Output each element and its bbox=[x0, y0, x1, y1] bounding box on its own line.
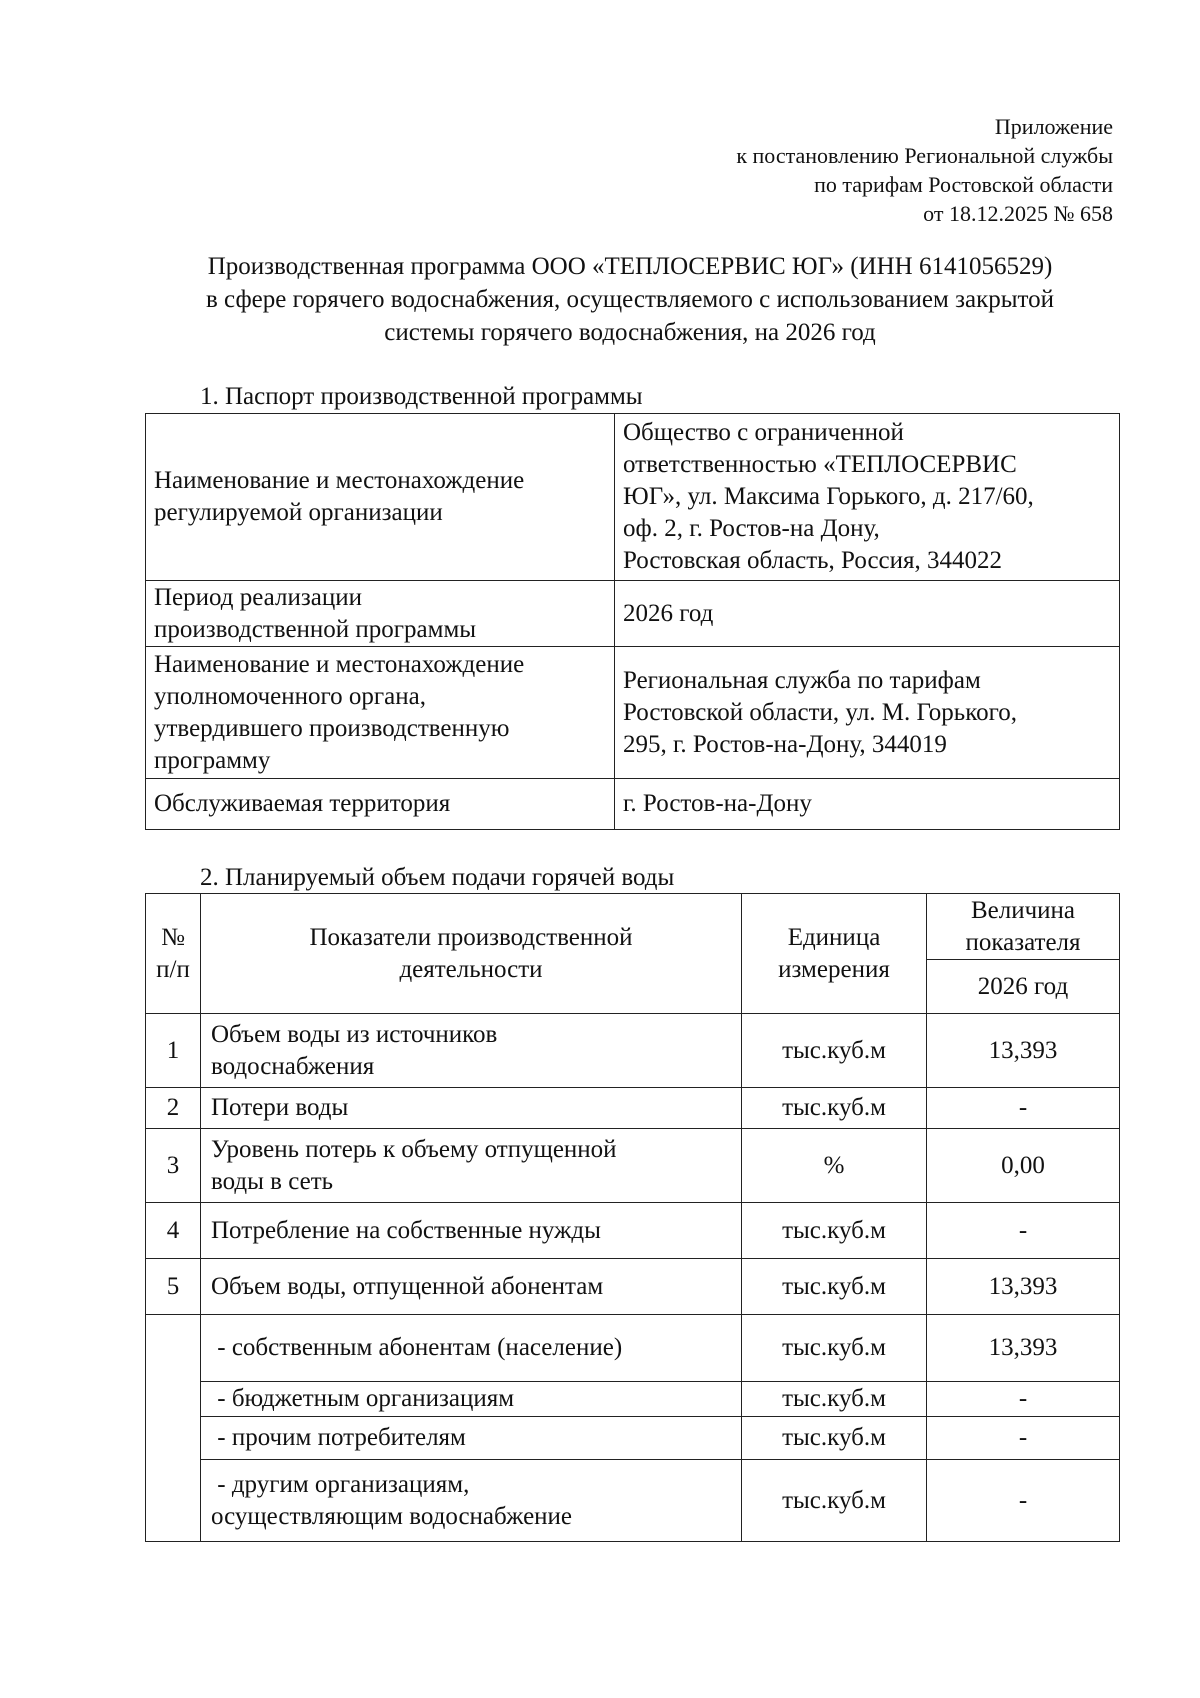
table-row bbox=[146, 1129, 1120, 1203]
row-num: 2 bbox=[146, 1088, 201, 1129]
cell-line: п/п bbox=[156, 955, 190, 983]
appendix-block bbox=[736, 112, 1113, 228]
row-value: - bbox=[927, 1088, 1120, 1129]
cell-line: осуществляющим водоснабжение bbox=[211, 1502, 573, 1530]
passport-label-cell bbox=[146, 581, 615, 647]
row-unit: тыс.куб.м bbox=[742, 1014, 927, 1088]
cell-line: деятельности bbox=[399, 955, 543, 983]
cell-line: Показатели производственной bbox=[309, 923, 633, 951]
cell-line: ответственностью «ТЕПЛОСЕРВИС bbox=[623, 451, 1017, 478]
volume-table bbox=[145, 893, 1120, 1542]
row-num: 5 bbox=[146, 1259, 201, 1315]
row-unit: тыс.куб.м bbox=[742, 1203, 927, 1259]
cell-line: - бюджетным организациям bbox=[211, 1385, 515, 1412]
table-row bbox=[146, 1259, 1120, 1315]
passport-label-cell bbox=[146, 647, 615, 779]
cell-line: Объем воды, отпущенной абонентам bbox=[211, 1272, 604, 1300]
passport-label-cell bbox=[146, 779, 615, 830]
passport-value-cell bbox=[615, 647, 1120, 779]
appendix-line: по тарифам Ростовской области bbox=[814, 172, 1113, 197]
passport-value-cell bbox=[615, 414, 1120, 581]
table-row bbox=[146, 1382, 1120, 1417]
cell-line: программу bbox=[154, 746, 271, 774]
row-indicator bbox=[201, 1382, 742, 1417]
cell-line: - прочим потребителям bbox=[211, 1424, 466, 1451]
table-header-row bbox=[146, 894, 1120, 960]
table-row bbox=[146, 581, 1120, 647]
row-unit: тыс.куб.м bbox=[742, 1315, 927, 1382]
cell-line: водоснабжения bbox=[211, 1052, 375, 1080]
header-indicator bbox=[201, 894, 742, 1014]
row-value: - bbox=[927, 1460, 1120, 1542]
passport-value-cell bbox=[615, 779, 1120, 830]
header-year: 2026 год bbox=[927, 960, 1120, 1014]
cell-line: Объем воды из источников bbox=[211, 1020, 498, 1048]
passport-heading: 1. Паспорт производственной программы bbox=[200, 383, 643, 410]
row-unit: тыс.куб.м bbox=[742, 1088, 927, 1129]
table-row bbox=[146, 414, 1120, 581]
cell-line: регулируемой организации bbox=[154, 499, 443, 526]
cell-line: 295, г. Ростов-на-Дону, 344019 bbox=[623, 730, 947, 758]
row-indicator bbox=[201, 1417, 742, 1460]
appendix-line: к постановлению Региональной службы bbox=[736, 143, 1113, 168]
cell-line: Период реализации bbox=[154, 583, 362, 611]
passport-value-cell bbox=[615, 581, 1120, 647]
row-indicator bbox=[201, 1259, 742, 1315]
row-unit: тыс.куб.м bbox=[742, 1460, 927, 1542]
row-num: 1 bbox=[146, 1014, 201, 1088]
row-num bbox=[146, 1315, 201, 1542]
table-row bbox=[146, 1203, 1120, 1259]
cell-line: Региональная служба по тарифам bbox=[623, 666, 981, 694]
volume-heading: 2. Планируемый объем подачи горячей воды bbox=[200, 864, 675, 891]
cell-line: воды в сеть bbox=[211, 1167, 334, 1195]
row-unit: тыс.куб.м bbox=[742, 1259, 927, 1315]
row-value: 13,393 bbox=[927, 1014, 1120, 1088]
cell-line: ЮГ», ул. Максима Горького, д. 217/60, bbox=[623, 483, 1034, 510]
header-value bbox=[927, 894, 1120, 960]
cell-line: № bbox=[161, 923, 185, 951]
row-indicator bbox=[201, 1014, 742, 1088]
appendix-line: от 18.12.2025 № 658 bbox=[923, 201, 1113, 226]
row-indicator bbox=[201, 1129, 742, 1203]
cell-line: измерения bbox=[778, 955, 890, 983]
row-value: - bbox=[927, 1382, 1120, 1417]
row-unit: тыс.куб.м bbox=[742, 1382, 927, 1417]
table-row bbox=[146, 1088, 1120, 1129]
cell-line: показателя bbox=[965, 928, 1081, 956]
passport-table bbox=[145, 413, 1120, 830]
row-indicator bbox=[201, 1315, 742, 1382]
cell-line: Наименование и местонахождение bbox=[154, 650, 525, 678]
cell-line: Уровень потерь к объему отпущенной bbox=[211, 1135, 617, 1163]
cell-line: Потери воды bbox=[211, 1094, 349, 1121]
cell-line: Обслуживаемая территория bbox=[154, 790, 451, 817]
row-value: - bbox=[927, 1417, 1120, 1460]
header-unit bbox=[742, 894, 927, 1014]
title-line: Производственная программа ООО «ТЕПЛОСЕРВИС ЮГ» (ИНН 6141056529) bbox=[207, 253, 1053, 280]
cell-line: Ростовской области, ул. М. Горького, bbox=[623, 698, 1017, 726]
cell-line: Потребление на собственные нужды bbox=[211, 1216, 601, 1244]
cell-line: производственной программы bbox=[154, 615, 477, 643]
table-row bbox=[146, 647, 1120, 779]
cell-line: 2026 год bbox=[623, 599, 714, 627]
cell-line: г. Ростов-на-Дону bbox=[623, 790, 812, 817]
row-indicator bbox=[201, 1460, 742, 1542]
row-value: 13,393 bbox=[927, 1259, 1120, 1315]
cell-line: утвердившего производственную bbox=[154, 714, 510, 742]
table-row bbox=[146, 1460, 1120, 1542]
appendix-line: Приложение bbox=[994, 114, 1113, 139]
row-unit: тыс.куб.м bbox=[742, 1417, 927, 1460]
row-value: 13,393 bbox=[927, 1315, 1120, 1382]
cell-line: - собственным абонентам (население) bbox=[211, 1334, 623, 1361]
cell-line: уполномоченного органа, bbox=[154, 682, 426, 710]
cell-line: Общество с ограниченной bbox=[623, 419, 904, 446]
cell-line: Наименование и местонахождение bbox=[154, 467, 525, 494]
table-row bbox=[146, 1014, 1120, 1088]
document-title bbox=[140, 250, 1120, 349]
passport-label-cell bbox=[146, 414, 615, 581]
cell-line: Единица bbox=[787, 923, 881, 951]
table-row bbox=[146, 1315, 1120, 1382]
title-line: системы горячего водоснабжения, на 2026 год bbox=[384, 319, 876, 346]
cell-line: Ростовская область, Россия, 344022 bbox=[623, 547, 1003, 574]
header-num bbox=[146, 894, 201, 1014]
row-num: 4 bbox=[146, 1203, 201, 1259]
row-value: 0,00 bbox=[927, 1129, 1120, 1203]
cell-line: оф. 2, г. Ростов-на Дону, bbox=[623, 515, 880, 542]
row-num: 3 bbox=[146, 1129, 201, 1203]
row-value: - bbox=[927, 1203, 1120, 1259]
table-row bbox=[146, 779, 1120, 830]
table-row bbox=[146, 1417, 1120, 1460]
row-unit: % bbox=[742, 1129, 927, 1203]
row-indicator bbox=[201, 1088, 742, 1129]
row-indicator bbox=[201, 1203, 742, 1259]
cell-line: - другим организациям, bbox=[211, 1470, 470, 1498]
cell-line: Величина bbox=[970, 896, 1076, 924]
title-line: в сфере горячего водоснабжения, осуществляемого с использованием закрытой bbox=[206, 286, 1054, 313]
